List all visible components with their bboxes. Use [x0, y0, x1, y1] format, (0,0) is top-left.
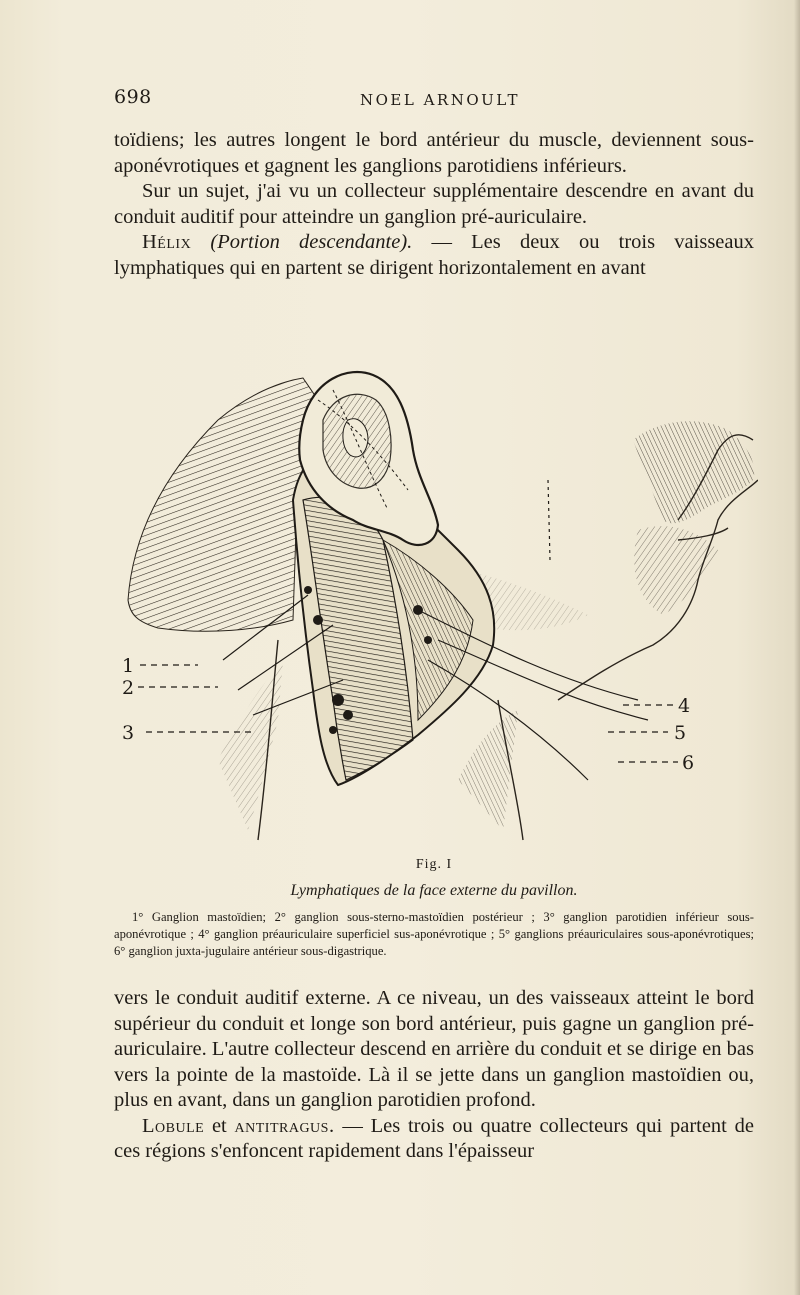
figure-label-2: 2	[122, 677, 135, 699]
paragraph-lobule	[114, 1114, 754, 1165]
paragraph-helix	[114, 230, 754, 281]
paragraph: toïdiens; les autres longent le bord antérieur du muscle, deviennent sous-aponévrotiques et gagnent les ganglions parotidiens inférieurs.	[114, 129, 754, 177]
section-heading: Hélix	[142, 231, 192, 253]
body-text-top	[114, 128, 754, 281]
figure-label-6: 6	[682, 752, 695, 774]
figure-label-4: 4	[678, 695, 691, 717]
running-head: NOEL ARNOULT	[360, 91, 521, 109]
figure-label-5: 5	[674, 722, 687, 744]
paragraph-body: — Les deux ou trois vaisseaux lymphatiques qui en partent se dirigent horizontalement en avant	[114, 231, 754, 279]
anatomical-figure	[118, 360, 758, 850]
figure-legend: 1° Ganglion mastoïdien; 2° ganglion sous-sterno-mastoïdien postérieur ; 3° ganglion parotidien inférieur sous-aponévrotique ; 4° ganglion préauriculaire superficiel sus-aponévrotique ; 5° ganglions préauriculaires sous-aponévrotiques; 6° ganglion juxta-jugulaire antérieur sous-digastrique.	[114, 910, 754, 958]
section-heading: Lobule	[142, 1114, 205, 1137]
section-subheading: (Portion descendante).	[210, 231, 413, 253]
figure-number: Fig. I	[415, 857, 453, 872]
paragraph: Sur un sujet, j'ai vu un collecteur supplémentaire descendre en avant du conduit auditif pour atteindre un ganglion pré-auriculaire.	[114, 180, 754, 228]
page-edge-shadow	[794, 0, 800, 1295]
page-number: 698	[114, 86, 152, 108]
heading-connector: et	[204, 1114, 235, 1137]
figure-label-1: 1	[122, 655, 135, 677]
figure-illustration	[118, 360, 758, 850]
paragraph: vers le conduit auditif externe. A ce niveau, un des vaisseaux atteint le bord supérieur du conduit et longe son bord antérieur, puis gagne un ganglion pré-auriculaire. L'autre collecteur descend en arrière du conduit et se dirige en bas vers la pointe de la mastoïde. Là il se jette dans un ganglion mastoïdien ou, plus en avant, dans un ganglion parotidien profond.	[114, 987, 754, 1111]
figure-label-3: 3	[122, 722, 135, 744]
body-text-bottom	[114, 986, 754, 1165]
section-heading: antitragus.	[234, 1114, 335, 1137]
figure-title: Lymphatiques de la face externe du pavillon.	[290, 882, 578, 899]
paragraph-body: — Les trois ou quatre collecteurs qui partent de ces régions s'enfoncent rapidement dans l'épaisseur	[114, 1114, 754, 1162]
hair-drawing	[128, 378, 318, 631]
page-header	[114, 86, 754, 112]
